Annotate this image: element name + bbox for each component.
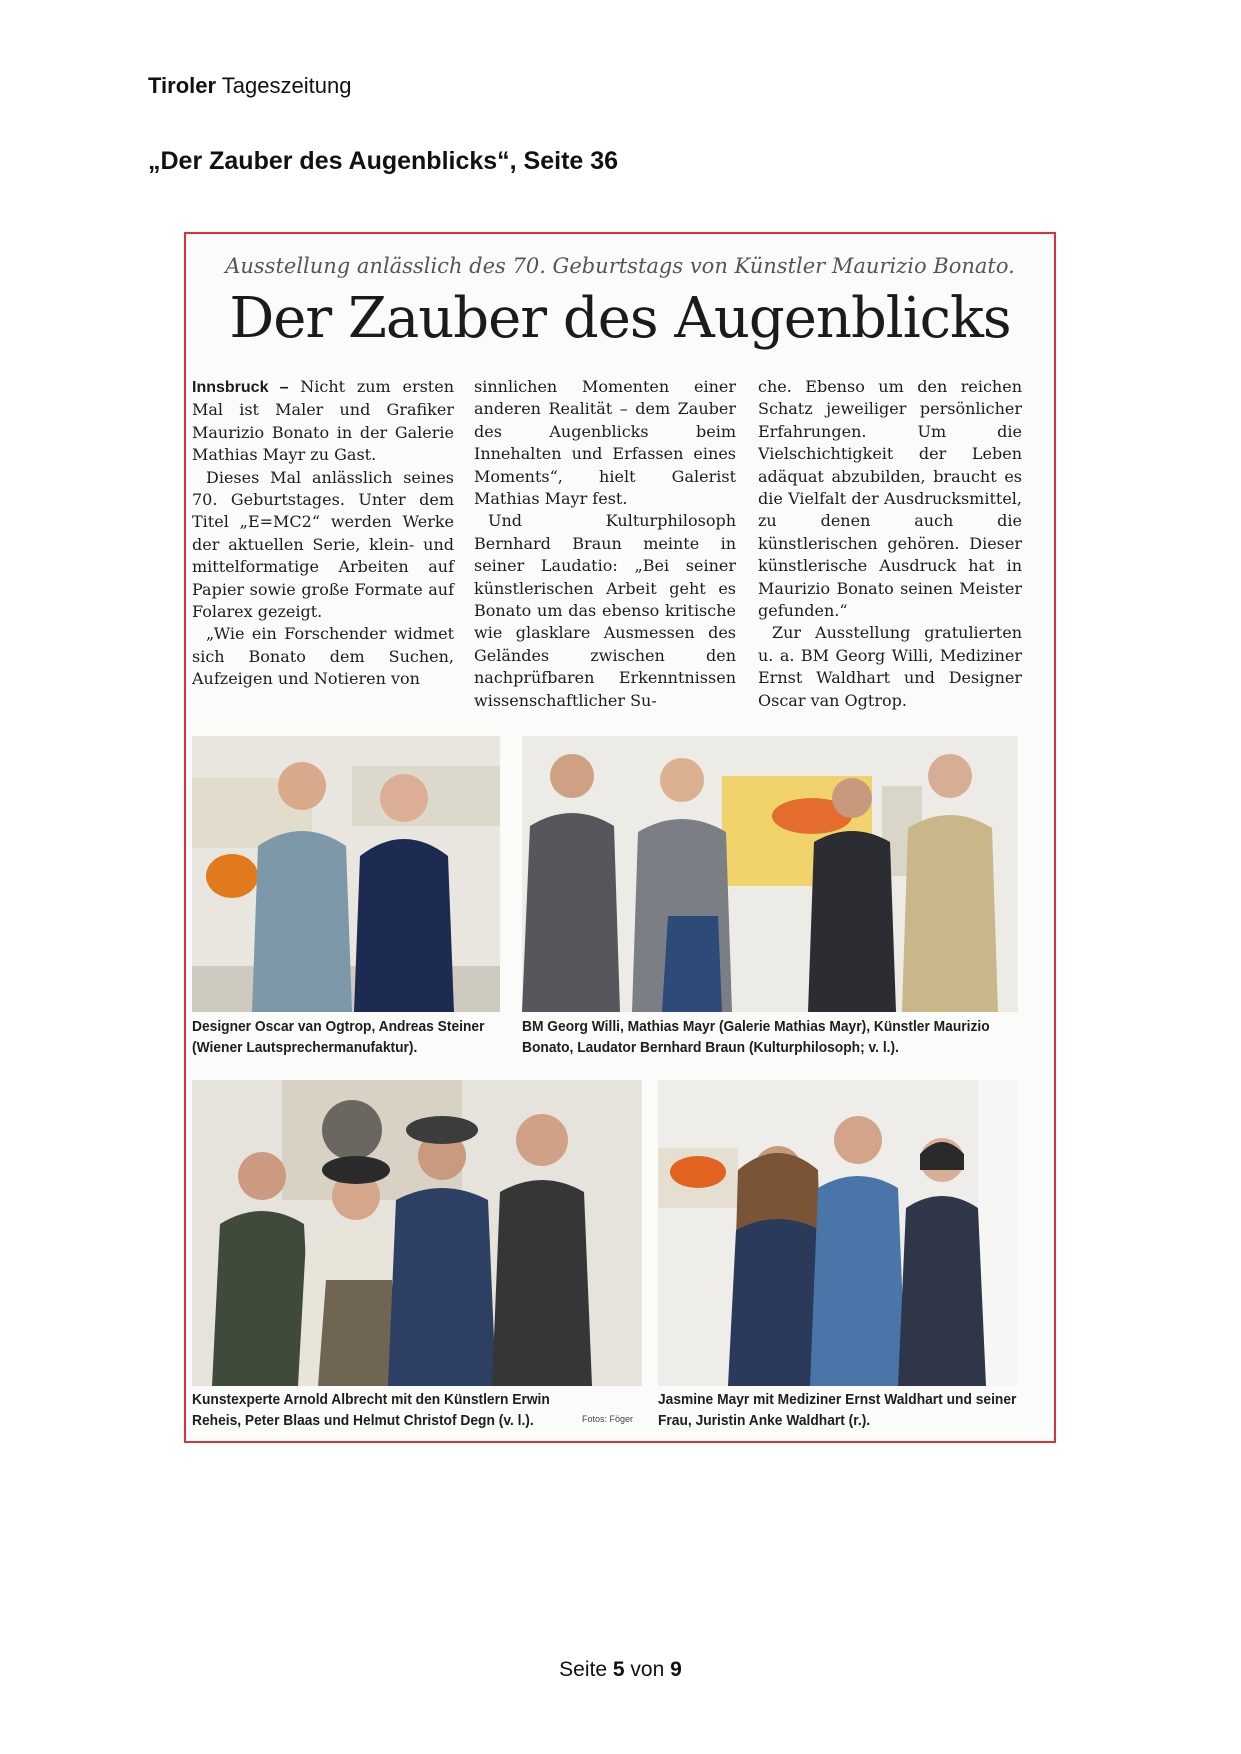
page-number xyxy=(0,1658,1241,1682)
masthead xyxy=(148,73,351,99)
current-page: 5 xyxy=(612,1658,625,1681)
paragraph: sinnlichen Momenten einer anderen Realität – dem Zauber des Augenblicks beim Innehalten und Erfassen eines Moments“, hielt Galerist Mathias Mayr fest. xyxy=(474,377,736,509)
paragraph xyxy=(192,376,454,467)
document-title: „Der Zauber des Augenblicks“, Seite 36 xyxy=(148,147,619,175)
total-pages: 9 xyxy=(670,1658,682,1681)
article-kicker: Ausstellung anlässlich des 70. Geburtstags von Künstler Maurizio Bonato. xyxy=(225,254,1015,278)
photo-illustration xyxy=(658,1080,1018,1386)
paragraph: Und Kulturphilosoph Bernhard Braun meinte in seiner Laudatio: „Bei seiner künstlerischen Arbeit geht es Bonato um das ebenso kritische wie glasklare Ausmessen des Geländes zwischen den nachprüfbaren Erkenntnissen wissenschaftlicher Su- xyxy=(474,511,736,710)
paragraph: che. Ebenso um den reichen Schatz jeweiliger persönlicher Erfahrungen. Um die Vielschichtigkeit der Leben adäquat abzubilden, braucht es die Vielfalt der Ausdrucksmittel, zu denen auch die künstlerischen gehören. Dieser künstlerische Ausdruck hat in Maurizio Bonato seinen Meister gefunden.“ xyxy=(758,377,1022,621)
photo-illustration xyxy=(522,736,1018,1012)
masthead-regular: Tageszeitung xyxy=(221,73,352,98)
photo-four-men xyxy=(522,736,1018,1012)
paragraph-text: Nicht zum ersten Mal ist Maler und Grafiker Maurizio Bonato in der Galerie Mathias Mayr zu Gast. xyxy=(192,377,455,465)
photo-caption: BM Georg Willi, Mathias Mayr (Galerie Mathias Mayr), Künstler Maurizio Bonato, Laudator Bernhard Braun (Kulturphilosoph; v. l.). xyxy=(522,1018,990,1056)
photo-caption: Designer Oscar van Ogtrop, Andreas Steiner (Wiener Lautsprechermanufaktur). xyxy=(192,1018,485,1056)
photo-ogtrop-steiner xyxy=(192,736,500,1012)
photo-illustration xyxy=(192,1080,642,1386)
page-prefix: Seite xyxy=(559,1658,608,1681)
dateline: Innsbruck – xyxy=(192,379,289,396)
photo-credit: Fotos: Föger xyxy=(582,1414,634,1424)
paragraph: Dieses Mal anlässlich seines 70. Geburtstages. Unter dem Titel „E=MC2“ werden Werke der aktuellen Serie, klein- und mittelformatige Arbeiten auf Papier sowie große Formate auf Folarex gezeigt. xyxy=(192,467,454,622)
article-headline: Der Zauber des Augenblicks xyxy=(229,286,1011,351)
masthead-bold: Tiroler xyxy=(148,73,217,98)
paragraph: Zur Ausstellung gratulierten u. a. BM Georg Willi, Mediziner Ernst Waldhart und Designer Oscar van Ogtrop. xyxy=(758,623,1022,710)
photo-albrecht-artists xyxy=(192,1080,642,1386)
newspaper-clipping xyxy=(184,232,1056,1443)
photo-caption: Kunstexperte Arnold Albrecht mit den Künstlern Erwin Reheis, Peter Blaas und Helmut Christof Degn (v. l.). xyxy=(192,1391,550,1429)
photo-caption: Jasmine Mayr mit Mediziner Ernst Waldhart und seiner Frau, Juristin Anke Waldhart (r.). xyxy=(658,1391,1017,1429)
photo-illustration xyxy=(192,736,500,1012)
page-mid: von xyxy=(630,1658,665,1681)
article-column-1 xyxy=(192,376,454,691)
article-column-3 xyxy=(758,376,1022,712)
photo-mayr-waldhart xyxy=(658,1080,1018,1386)
article-column-2 xyxy=(474,376,736,712)
paragraph: „Wie ein Forschender widmet sich Bonato dem Suchen, Aufzeigen und Notieren von xyxy=(192,624,454,689)
